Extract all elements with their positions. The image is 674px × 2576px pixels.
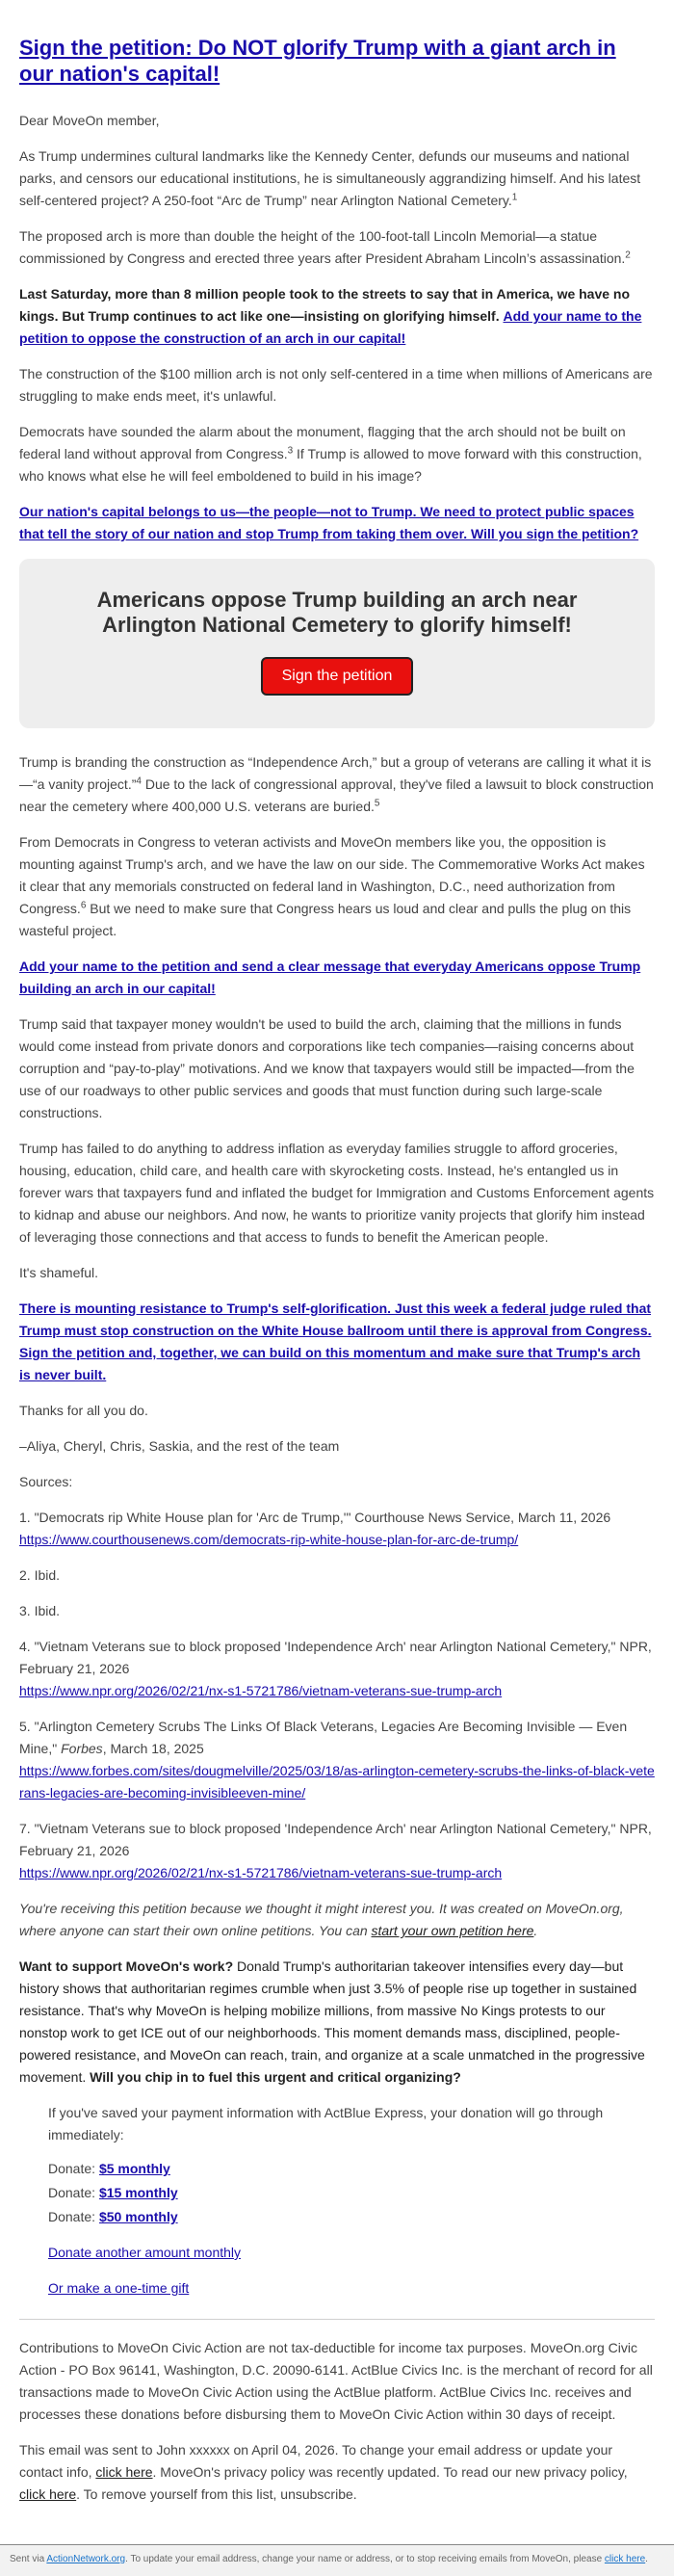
source-7 — [19, 1818, 655, 1884]
donate-row-15 — [48, 2182, 655, 2204]
paragraph-12: It's shameful. — [19, 1265, 99, 1280]
source-5-text: 5. "Arlington Cemetery Scrubs The Links Of Black Veterans, Legacies Are Becoming Invisible — Even Mine," — [19, 1719, 628, 1756]
update-contact-link[interactable]: click here — [95, 2464, 153, 2480]
disclaimer: Contributions to MoveOn Civic Action are not tax-deductible for income tax purposes. MoveOn.org Civic Action - PO Box 96141, Washington, D.C. 20090-6141. ActBlue Civics Inc. is the merchant of record for all transactions made to MoveOn Civic Action using the ActBlue platform. ActBlue Civics Inc. receives and processes these donations before disbursing them to MoveOn Civic Action within 30 days of receipt. — [19, 2340, 653, 2422]
donate-once-row — [48, 2277, 655, 2300]
callout-heading: Americans oppose Trump building an arch near Arlington National Cemetery to glorify himself! — [96, 588, 578, 637]
footer-text — [10, 2553, 664, 2566]
donate-other-row — [48, 2242, 655, 2264]
source-2: 2. Ibid. — [19, 1567, 61, 1583]
footnote-ref-5: 5 — [374, 798, 380, 809]
sign-petition-link-2[interactable]: There is mounting resistance to Trump's self-glorification. Just this week a federal judge ruled that Trump must stop construction on the White House ballroom until there is approval from Congress. Sign the petition and, together, we can build on this momentum and make sure that Trump's arch is never built. — [19, 1301, 652, 1382]
email-info-text-3: . To remove yourself from this list, unsubscribe. — [76, 2486, 357, 2502]
source-1 — [19, 1507, 655, 1551]
donate-label: Donate: — [48, 2161, 99, 2176]
start-petition-link[interactable]: start your own petition here — [371, 1923, 534, 1938]
email-info — [19, 2439, 655, 2506]
paragraph-7-text-b: Due to the lack of congressional approval, they've filed a lawsuit to block construction near the cemetery where 400,000 U.S. veterans are buried. — [19, 776, 654, 814]
source-4-link[interactable]: https://www.npr.org/2026/02/21/nx-s1-5721786/vietnam-veterans-sue-trump-arch — [19, 1683, 503, 1698]
paragraph-5-text-a: Democrats have sounded the alarm about the monument, flagging that the arch should not be built on federal land without approval from Congress. — [19, 424, 626, 461]
source-7-text: 7. "Vietnam Veterans sue to block proposed 'Independence Arch' near Arlington National Cemetery," NPR, February 21, 2026 — [19, 1821, 652, 1858]
support-paragraph — [19, 1956, 655, 2089]
paragraph-5 — [19, 421, 655, 487]
donate-label: Donate: — [48, 2209, 99, 2224]
divider — [19, 2319, 655, 2320]
source-5-publication: Forbes — [61, 1741, 103, 1756]
footer-click-here-link[interactable]: click here — [604, 2554, 646, 2564]
thanks-line: Thanks for all you do. — [19, 1403, 148, 1418]
one-time-gift-link[interactable]: Or make a one-time gift — [48, 2280, 190, 2296]
paragraph-2 — [19, 225, 655, 270]
paragraph-5-text-b: If Trump is allowed to move forward with this construction, who knows what else he will feel emboldened to build in his image? — [19, 446, 642, 484]
sign-petition-link-1[interactable]: Our nation's capital belongs to us—the people—not to Trump. We need to protect public spaces that tell the story of our nation and stop Trump from taking them over. Will you sign the petition? — [19, 504, 639, 541]
footer-text-3: . — [645, 2554, 648, 2564]
petition-callout-box — [19, 559, 655, 728]
donate-row-5 — [48, 2158, 655, 2180]
paragraph-3 — [19, 283, 655, 350]
source-1-link[interactable]: https://www.courthousenews.com/democrats-rip-white-house-plan-for-arc-de-trump/ — [19, 1532, 519, 1547]
paragraph-8-text-a: From Democrats in Congress to veteran activists and MoveOn members like you, the opposition is mounting against Trump's arch, and we have the law on our side. The Commemorative Works Act makes it clear that any memorials constructed on federal land in Washington, D.C., need authorization from Congress. — [19, 834, 645, 916]
footnote-ref-4: 4 — [136, 775, 142, 787]
donate-label: Donate: — [48, 2185, 99, 2200]
paragraph-3-bold: Last Saturday, more than 8 million people took to the streets to say that in America, we have no kings. But Trump continues to act like one—insisting on glorifying himself. — [19, 286, 631, 324]
source-5-link[interactable]: https://www.forbes.com/sites/dougmelville/2025/03/18/as-arlington-cemetery-scrubs-the-links-of-black-veterans-legacies-are-becoming-invisibleeven-mine/ — [19, 1763, 655, 1801]
support-heading: Want to support MoveOn's work? — [19, 1958, 234, 1974]
sources-list — [19, 1507, 655, 1884]
privacy-policy-link[interactable]: click here — [19, 2486, 77, 2502]
receiving-end: . — [533, 1923, 538, 1938]
email-info-text-1: This email was sent to John xxxxxx on April 04, 2026. To change your email address or update your contact info, — [19, 2442, 613, 2480]
donate-5-monthly-link[interactable]: $5 monthly — [98, 2161, 170, 2176]
source-5 — [19, 1716, 655, 1804]
support-text: Donald Trump's authoritarian takeover intensifies every day—but history shows that authoritarian regimes crumble when just 3.5% of people rise up together in sustained resistance. That's why MoveOn is helping mobilize millions, from massive No Kings protests to our nonstop work to get ICE out of our neighborhoods. This moment demands mass, disciplined, people-powered resistance, and MoveOn can reach, train, and organize at a scale unmatched in the progressive movement. — [19, 1958, 645, 2085]
donate-section — [19, 2102, 655, 2300]
paragraph-4: The construction of the $100 million arch is not only self-centered in a time when millions of Americans are struggling to make ends meet, it's unlawful. — [19, 366, 653, 404]
paragraph-8 — [19, 831, 655, 942]
source-4-text: 4. "Vietnam Veterans sue to block proposed 'Independence Arch' near Arlington National Cemetery," NPR, February 21, 2026 — [19, 1639, 652, 1676]
source-7-link[interactable]: https://www.npr.org/2026/02/21/nx-s1-5721786/vietnam-veterans-sue-trump-arch — [19, 1865, 503, 1880]
source-4 — [19, 1636, 655, 1702]
source-5-date: , March 18, 2025 — [102, 1741, 204, 1756]
sign-petition-button[interactable]: Sign the petition — [261, 657, 414, 696]
footnote-ref-6: 6 — [80, 900, 87, 911]
paragraph-9 — [19, 956, 655, 1000]
paragraph-8-text-b: But we need to make sure that Congress hears us loud and clear and pulls the plug on this wasteful project. — [19, 901, 632, 938]
footnote-ref-3: 3 — [287, 445, 294, 457]
paragraph-13 — [19, 1298, 655, 1386]
add-name-link-2[interactable]: Add your name to the petition and send a clear message that everyday Americans oppose Trump building an arch in our capital! — [19, 959, 641, 996]
paragraph-7 — [19, 751, 655, 818]
paragraph-2-text: The proposed arch is more than double the height of the 100-foot-tall Lincoln Memorial—a statue commissioned by Congress and erected three years after President Abraham Lincoln’s assassination. — [19, 228, 626, 266]
donate-50-monthly-link[interactable]: $50 monthly — [98, 2209, 178, 2224]
receiving-notice — [19, 1898, 655, 1942]
paragraph-1 — [19, 145, 655, 212]
paragraph-6 — [19, 501, 655, 545]
source-1-text: 1. "Democrats rip White House plan for 'Arc de Trump,'" Courthouse News Service, March 11, 2026 — [19, 1510, 611, 1525]
footer-text-2: . To update your email address, change your name or address, or to stop receiving emails from MoveOn, please — [125, 2554, 605, 2564]
donate-15-monthly-link[interactable]: $15 monthly — [98, 2185, 178, 2200]
actionnetwork-link[interactable]: ActionNetwork.org — [46, 2554, 126, 2564]
paragraph-11: Trump has failed to do anything to address inflation as everyday families struggle to afford groceries, housing, education, child care, and health care with skyrocketing costs. Instead, he's entangled us in forever wars that taxpayers fund and inflated the budget for Immigration and Customs Enforcement agents to kidnap and abuse our neighbors. And now, he wants to prioritize vanity projects that glorify him instead of leveraging those connections and that access to funds to benefit the American people. — [19, 1141, 655, 1245]
donate-intro: If you've saved your payment information with ActBlue Express, your donation will go through immediately: — [48, 2105, 604, 2142]
paragraph-7-text-a: Trump is branding the construction as “Independence Arch,” but a group of veterans are calling it what it is—“a vanity project.” — [19, 754, 652, 792]
email-info-text-2: . MoveOn's privacy policy was recently updated. To read our new privacy policy, — [152, 2464, 628, 2480]
add-name-link-1[interactable]: Add your name to the petition to oppose the construction of an arch in our capital! — [19, 308, 642, 346]
paragraph-10: Trump said that taxpayer money wouldn't be used to build the arch, claiming that the millions in funds would come instead from private donors and corporations like tech companies—raising concerns about corruption and “pay-to-play” motivations. And we know that taxpayers would still be impacted—from the use of our roadways to other public services and goods that must function during such large-scale constructions. — [19, 1016, 635, 1120]
greeting: Dear MoveOn member, — [19, 113, 160, 128]
donate-row-50 — [48, 2206, 655, 2228]
footer-text-1: Sent via — [10, 2554, 47, 2564]
footnote-ref-1: 1 — [511, 192, 518, 203]
footer — [0, 2544, 674, 2576]
source-3: 3. Ibid. — [19, 1603, 61, 1618]
paragraph-1-text: As Trump undermines cultural landmarks like the Kennedy Center, defunds our museums and national parks, and censors our educational institutions, he is simultaneously aggrandizing himself. And his latest self-centered project? A 250-foot “Arc de Trump” near Arlington National Cemetery. — [19, 148, 641, 208]
donate-other-amount-link[interactable]: Donate another amount monthly — [48, 2245, 242, 2260]
petition-title-link[interactable]: Sign the petition: Do NOT glorify Trump with a giant arch in our nation's capital! — [19, 36, 616, 86]
support-ask: Will you chip in to fuel this urgent and critical organizing? — [86, 2069, 461, 2085]
signoff: –Aliya, Cheryl, Chris, Saskia, and the rest of the team — [19, 1438, 340, 1454]
footnote-ref-2: 2 — [625, 250, 631, 261]
sources-label: Sources: — [19, 1474, 73, 1489]
receiving-text: You're receiving this petition because we thought it might interest you. It was created on MoveOn.org, where anyone can start their own online petitions. You can — [19, 1901, 624, 1938]
